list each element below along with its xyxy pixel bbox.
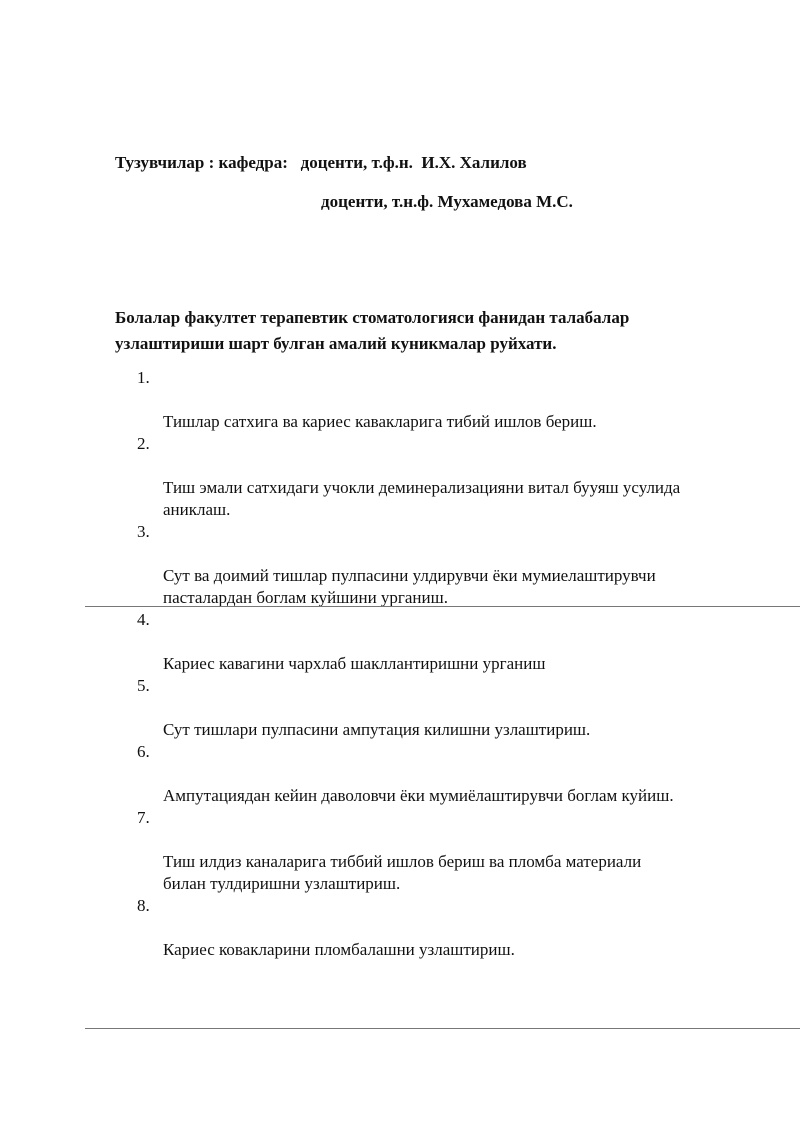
list-item-number: 2. [137, 434, 150, 453]
authors-line-1: Тузувчилар : кафедра: доценти, т.ф.н. И.Х. Халилов [115, 153, 527, 172]
list-item [115, 895, 755, 961]
list-item-text: Тиш илдиз каналарига тиббий ишлов бериш ва пломба материали билан тулдиришни узлаштириш. [163, 852, 642, 893]
list-item-text: Кариес кавагини чархлаб шакллантиришни урганиш [163, 654, 546, 673]
horizontal-rule-bottom [85, 1028, 800, 1029]
list-item [115, 367, 755, 433]
list-item-number: 6. [137, 742, 150, 761]
list-item-number: 5. [137, 676, 150, 695]
list-item-number: 1. [137, 368, 150, 387]
list-item-number: 3. [137, 522, 150, 541]
list-item-text: Тиш эмали сатхидаги учокли деминерализацияни витал бууяш усулида аниклаш. [163, 478, 681, 519]
list-item [115, 741, 755, 807]
list-item [115, 433, 755, 521]
list-item [115, 807, 755, 895]
skills-list [115, 367, 755, 961]
authors-line-2: доценти, т.н.ф. Мухамедова М.С. [321, 192, 573, 211]
list-item [115, 521, 755, 609]
list-item-text: Сут тишлари пулпасини ампутация килишни узлаштириш. [163, 720, 591, 739]
list-item-text: Ампутациядан кейин даволовчи ёки мумиёлаштирувчи боглам куйиш. [163, 786, 674, 805]
list-item-number: 7. [137, 808, 150, 827]
list-item [115, 609, 755, 675]
list-item-text: Кариес ковакларини пломбалашни узлаштириш. [163, 940, 515, 959]
horizontal-rule-top [85, 606, 800, 607]
list-item [115, 675, 755, 741]
document-heading: Болалар факултет терапевтик стоматологияси фанидан талабалар узлаштириши шарт булган амалий куникмалар руйхати. [115, 308, 630, 353]
list-item-number: 8. [137, 896, 150, 915]
list-item-text: Тишлар сатхига ва кариес кавакларига тибий ишлов бериш. [163, 412, 597, 431]
list-item-text: Сут ва доимий тишлар пулпасини улдирувчи ёки мумиелаштирувчи пасталардан боглам куйшини урганиш. [163, 566, 656, 607]
list-item-number: 4. [137, 610, 150, 629]
